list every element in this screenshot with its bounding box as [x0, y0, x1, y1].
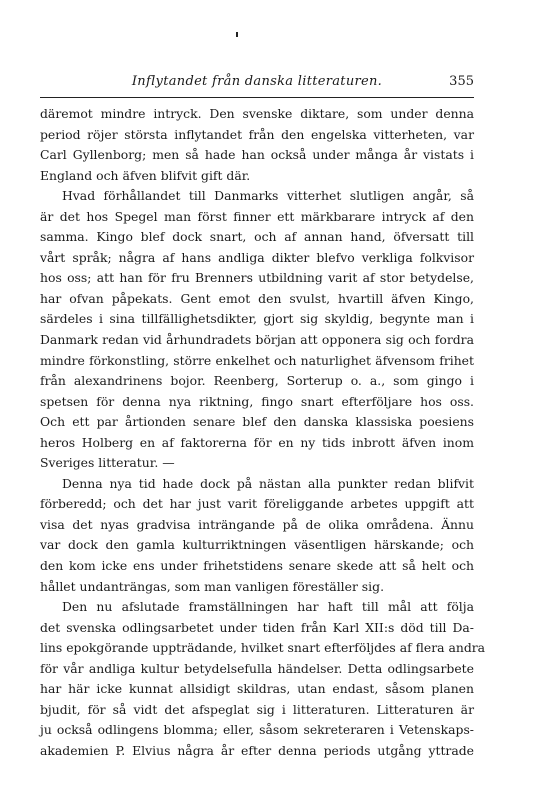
body-text — [40, 104, 486, 762]
text-line: Sveriges litteratur. — — [40, 455, 175, 471]
text-line: period röjer största inflytandet från den engelska vitterheten, var — [40, 126, 474, 142]
text-line: för vår andliga kultur betydelsefulla händelser. Detta odlingsarbete — [40, 660, 474, 676]
text-line: förberedd; och det har just varit föreliggande arbetes uppgift att — [40, 496, 474, 512]
text-line: England och äfven blifvit gift där. — [40, 167, 251, 183]
text-line: spetsen för denna nya riktning, fingo snart efterföljare hos oss. — [40, 393, 474, 409]
text-line: den kom icke ens under frihetstidens senare skede att så helt och — [40, 558, 474, 574]
print-speck — [236, 32, 238, 37]
text-line: Hvad förhållandet till Danmarks vitterhet slutligen angår, så — [62, 188, 474, 204]
text-line: heros Holberg en af faktorerna för en ny tids inbrott äfven inom — [40, 434, 474, 450]
text-line: från alexandrinens bojor. Reenberg, Sorterup o. a., som gingo i — [40, 373, 474, 389]
text-line: vårt språk; några af hans andliga dikter blefvo verkliga folkvisor — [40, 249, 474, 265]
text-line: akademien P. Elvius några år efter denna periods utgång yttrade — [40, 742, 474, 758]
text-line: särdeles i sina tillfällighetsdikter, gjort sig skyldig, begynte man i — [40, 311, 474, 327]
text-line: Och ett par årtionden senare blef den danska klassiska poesiens — [40, 414, 474, 430]
text-line: är det hos Spegel man först finner ett märkbarare intryck af den — [40, 208, 474, 224]
running-header — [40, 74, 474, 94]
text-line: hållet undanträngas, som man vanligen föreställer sig. — [40, 578, 385, 594]
text-line: ju också odlingens blomma; eller, såsom sekreteraren i Vetenskaps- — [40, 722, 474, 738]
text-line: däremot mindre intryck. Den svenske diktare, som under denna — [40, 106, 474, 121]
text-line: Den nu afslutade framställningen har haft till mål att följa — [62, 599, 474, 615]
text-line: hos oss; att han för fru Brenners utbildning varit af stor betydelse, — [40, 270, 474, 286]
text-line: har ofvan påpekats. Gent emot den svulst, hvartill äfven Kingo, — [40, 290, 474, 306]
text-line: Denna nya tid hade dock på nästan alla punkter redan blifvit — [62, 475, 474, 491]
text-line: det svenska odlingsarbetet under tiden från Karl XII:s död till Da- — [40, 619, 474, 635]
header-rule — [40, 97, 474, 98]
text-line: mindre förkonstling, större enkelhet och naturlighet äfvensom frihet — [40, 352, 474, 368]
text-line: Carl Gyllenborg; men så hade han också under många år vistats i — [40, 147, 474, 163]
text-line: har här icke kunnat allsidigt skildras, utan endast, såsom planen — [40, 681, 474, 697]
text-line: var dock den gamla kulturriktningen väsentligen härskande; och — [40, 537, 474, 553]
running-title: Inflytandet från danska litteraturen. — [131, 74, 383, 89]
text-line: lins epokgörande uppträdande, hvilket snart efterföljdes af flera andra — [40, 640, 486, 656]
text-line: samma. Kingo blef dock snart, och af annan hand, öfversatt till — [40, 229, 474, 245]
text-line: bjudit, för så vidt det afspeglat sig i litteraturen. Litteraturen är — [40, 701, 474, 717]
text-line: Danmark redan vid århundradets början att opponera sig och fordra — [40, 332, 474, 348]
text-line: visa det nyas gradvisa inträngande på de olika områdena. Ännu — [40, 516, 474, 532]
page-number: 355 — [449, 74, 474, 89]
